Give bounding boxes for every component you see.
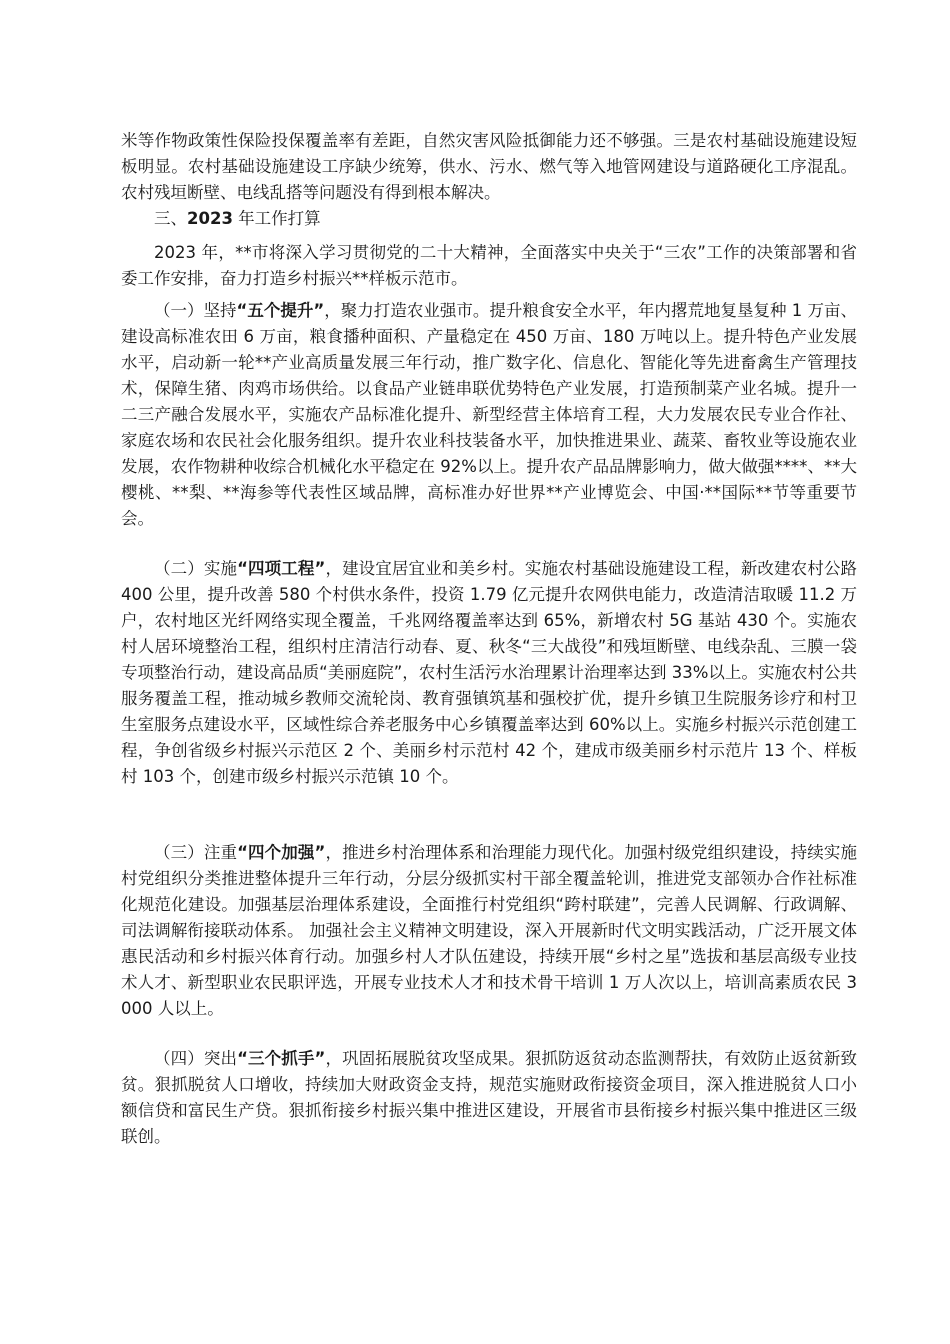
item-number-4: （四）突出 bbox=[154, 1049, 238, 1068]
item-number-2: （二）实施 bbox=[154, 559, 238, 578]
item-paragraph-4 bbox=[121, 1046, 857, 1150]
item-paragraph-2 bbox=[121, 556, 857, 790]
section-heading bbox=[154, 206, 321, 232]
item-lead-2: “四项工程” bbox=[237, 559, 326, 578]
item-lead-1: “五个提升” bbox=[236, 301, 325, 320]
item-number-1: （一）坚持 bbox=[154, 301, 237, 320]
item-paragraph-3 bbox=[121, 840, 857, 1022]
item-body-4: ，巩固拓展脱贫攻坚成果。狠抓防返贫动态监测帮扶，有效防止返贫新致贫。狠抓脱贫人口增收，持续加大财政资金支持，规范实施财政衔接资金项目，深入推进脱贫人口小额信贷和富民生产贷。狠抓衔接乡村振兴集中推进区建设，开展省市县衔接乡村振兴集中推进区三级联创。 bbox=[121, 1049, 857, 1146]
overview-paragraph: 2023 年，**市将深入学习贯彻党的二十大精神，全面落实中央关于“三农”工作的决策部署和省委工作安排，奋力打造乡村振兴**样板示范市。 bbox=[121, 243, 857, 288]
item-body-2: ，建设宜居宜业和美乡村。实施农村基础设施建设工程，新改建农村公路 400 公里，提升改善 580 个村供水条件，投资 1.79 亿元提升农网供电能力，改造清洁取暖 11.2 万户，农村地区光纤网络实现全覆盖，千兆网络覆盖率达到 65%，新增农村 5G 基站 430 个。实施农村人居环境整治工程，组织村庄清洁行动春、夏、秋冬“三大战役”和残垣断壁、电线杂乱、三膜一袋专项整治行动，建设高品质“美丽庭院”，农村生活污水治理累计治理率达到 33%以上。实施农村公共服务覆盖工程，推动城乡教师交流轮岗、教育强镇筑基和强校扩优，提升乡镇卫生院服务诊疗和村卫生室服务点建设水平，区域性综合养老服务中心乡镇覆盖率达到 60%以上。实施乡村振兴示范创建工程，争创省级乡村振兴示范区 2 个、美丽乡村示范村 42 个，建成市级美丽乡村示范片 13 个、样板村 103 个，创建市级乡村振兴示范镇 10 个。 bbox=[121, 559, 857, 786]
item-paragraph-1 bbox=[121, 298, 857, 532]
section-heading-prefix: 三、 bbox=[154, 209, 187, 228]
item-body-1: ，聚力打造农业强市。提升粮食安全水平，年内撂荒地复垦复种 1 万亩、建设高标准农田 6 万亩，粮食播种面积、产量稳定在 450 万亩、180 万吨以上。提升特色产业发展水平，启动新一轮**产业高质量发展三年行动，推广数字化、信息化、智能化等先进畜禽生产管理技术，保障生猪、肉鸡市场供给。以食品产业链串联优势特色产业发展，打造预制菜产业名城。提升一二三产融合发展水平，实施农产品标准化提升、新型经营主体培育工程，大力发展农民专业合作社、家庭农场和农民社会化服务组织。提升农业科技装备水平，加快推进果业、蔬菜、畜牧业等设施农业发展，农作物耕种收综合机械化水平稳定在 92%以上。提升农产品品牌影响力，做大做强****、**大樱桃、**梨、**海参等代表性区域品牌，高标准办好世界**产业博览会、中国·**国际**节等重要节会。 bbox=[121, 301, 857, 528]
item-number-3: （三）注重 bbox=[154, 843, 238, 862]
item-lead-4: “三个抓手” bbox=[237, 1049, 326, 1068]
intro-paragraph: 米等作物政策性保险投保覆盖率有差距，自然灾害风险抵御能力还不够强。三是农村基础设施建设短板明显。农村基础设施建设工序缺少统筹，供水、污水、燃气等入地管网建设与道路硬化工序混乱。农村残垣断壁、电线乱搭等问题没有得到根本解决。 bbox=[121, 131, 857, 202]
section-heading-suffix: 年工作打算 bbox=[232, 209, 321, 228]
item-body-3: ，推进乡村治理体系和治理能力现代化。加强村级党组织建设，持续实施村党组织分类推进整体提升三年行动，分层分级抓实村干部全覆盖轮训，推进党支部领办合作社标准化规范化建设。加强基层治理体系建设，全面推行村党组织“跨村联建”，完善人民调解、行政调解、司法调解衔接联动体系。 加强社会主义精神文明建设，深入开展新时代文明实践活动，广泛开展文体惠民活动和乡村振兴体育行动。加强乡村人才队伍建设，持续开展“乡村之星”选拔和基层高级专业技术人才、新型职业农民职评选，开展专业技术人才和技术骨干培训 1 万人次以上，培训高素质农民 3000 人以上。 bbox=[121, 843, 857, 1018]
section-heading-year: 2023 bbox=[187, 209, 233, 228]
item-lead-3: “四个加强” bbox=[237, 843, 326, 862]
